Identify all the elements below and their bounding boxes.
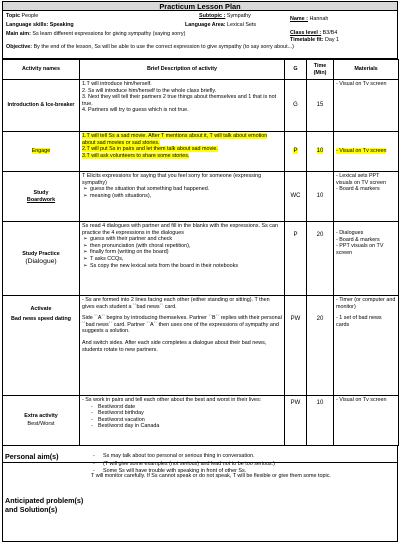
- materials-cell: [334, 80, 399, 132]
- list-item: ➢ then pronunciation (with choral repetition),: [83, 242, 191, 249]
- activity-description: [80, 296, 285, 396]
- name-label: Name :: [290, 16, 308, 22]
- material-item: - PPT visuals on TV screen: [336, 243, 384, 256]
- description-line: - Ss are formed into 2 lines facing each other (either standing or sitting). T then gives each student a ``bad news`` card.: [82, 297, 270, 310]
- language-skills-value: Speaking: [49, 22, 74, 28]
- table-row: [3, 222, 399, 296]
- engage-label: Engage: [31, 148, 51, 155]
- list-item: ➢ guess with their partner and check: [83, 236, 173, 243]
- material-item: - Board & markers: [336, 186, 380, 193]
- name-value: Hannah: [309, 16, 329, 22]
- description-line: Side ``A`` begins by introducing themselves. Partner ``B`` replies with their personal ``bad news`` card. Partner ``A`` then uses one of the expressions of sympathy and suggests a solution.: [82, 315, 282, 335]
- main-aim-value: Ss learn different expressions for giving sympathy (saying sorry): [32, 31, 186, 37]
- time-cell: 10: [307, 172, 334, 222]
- class-level-label: Class level :: [290, 30, 322, 36]
- description-line: 1.T will tell Ss a sad movie. After T mentions about it, T will talk about emotion about sad movies or sad stories.: [82, 133, 268, 146]
- materials-cell: [334, 132, 399, 172]
- table-row: [3, 132, 399, 172]
- activity-name: Study Boardwork: [3, 172, 80, 222]
- list-item: ➢ meaning (with situations),: [83, 192, 152, 199]
- description-line: 2. Ss will introduce him/herself to the whole class briefly.: [82, 87, 217, 94]
- lesson-plan-page: [2, 1, 398, 531]
- topic-line: [6, 13, 38, 20]
- name-line: [290, 16, 328, 23]
- grouping-cell: P: [285, 132, 307, 172]
- header-grouping: G: [285, 60, 307, 80]
- class-level-line: [290, 30, 337, 37]
- header-time: Time (Min): [307, 60, 334, 80]
- grouping-cell: G: [285, 80, 307, 132]
- header-materials: Materials: [334, 60, 399, 80]
- grouping-cell: WC: [285, 172, 307, 222]
- activity-description: [80, 222, 285, 296]
- objective-label: Objective:: [6, 44, 33, 50]
- language-skills-line: [6, 22, 74, 29]
- description-line: 3. Next they will tell their partners 2 true things about themselves and 1 that is not true.: [82, 94, 277, 107]
- material-item: - Board & markers: [336, 236, 380, 243]
- personal-aims-label: Personal aim(s): [5, 452, 59, 461]
- description-line: And switch sides. After each side completes a dialogue about their bad news, students rotate to new partners.: [82, 339, 267, 353]
- timetable-line: [290, 37, 339, 44]
- material-item: - Timer (or computer and monitor): [336, 297, 396, 310]
- material-item: - Lexical sets PPT visuals on TV screen: [336, 173, 386, 186]
- timetable-value: Day 1: [324, 37, 340, 43]
- description-line: 3.T will ask volunteers to share some stories.: [82, 152, 190, 159]
- anticipated-label: Anticipated problem(s) and Solution(s): [5, 496, 84, 514]
- activity-description: [80, 396, 285, 446]
- description-line: 4. Partners will try to guess which is not true.: [82, 107, 189, 114]
- objective-value: By the end of the lesson, Ss will be able to use the correct expression to give sympathy (to say sorry about...): [33, 44, 294, 50]
- list-item: - Best/worst date: [91, 403, 136, 410]
- material-item: - Visual on Tv screen: [336, 81, 387, 87]
- materials-cell: [334, 296, 399, 396]
- list-item: - Best/worst vacation: [91, 416, 145, 423]
- list-item: ➢ Ss copy the new lexical sets from the board in their notebooks: [83, 262, 239, 269]
- header-description: Brief Description of activity: [80, 60, 285, 80]
- objective-line: [6, 44, 396, 51]
- materials-cell: [334, 396, 399, 446]
- description-line: T Elicits expressions for saying that you feel sorry for someone (expressing sympathy): [82, 173, 262, 186]
- description-line: 2.T will put Ss in pairs and let them talk about sad movie.: [82, 146, 218, 153]
- main-aim-line: [6, 31, 185, 38]
- grouping-cell: P: [285, 222, 307, 296]
- activity-name: Introduction & Ice-breaker: [3, 80, 80, 132]
- table-row: [3, 396, 399, 446]
- materials-cell: [334, 222, 399, 296]
- list-item: - Best/worst day in Canada: [91, 423, 160, 430]
- topic-label: Topic: [6, 13, 20, 19]
- subtopic-line: [199, 13, 251, 20]
- language-area-value: Lexical Sets: [227, 22, 257, 28]
- list-item: - (T will give some examples (not serious) and lead not to be too serious.): [93, 460, 275, 467]
- table-row: [3, 296, 399, 396]
- language-skills-label: Language skills:: [6, 22, 49, 28]
- topic-value: People: [21, 13, 39, 19]
- subtopic-label: Subtopic :: [199, 13, 226, 19]
- aims-section: [2, 446, 398, 542]
- activity-name: [3, 132, 80, 172]
- material-item: - Visual on Tv screen: [336, 148, 387, 155]
- header-activity: Activity names: [3, 60, 80, 80]
- grouping-cell: PW: [285, 296, 307, 396]
- activity-description: [80, 80, 285, 132]
- language-area-line: [185, 22, 256, 29]
- time-cell: 10: [307, 396, 334, 446]
- activity-table: [2, 59, 399, 446]
- activity-name: Study Practice (Dialogue): [3, 222, 80, 296]
- time-cell: 15: [307, 80, 334, 132]
- language-area-label: Language Area:: [185, 22, 226, 28]
- activity-name: Activate Bad news speed dating: [3, 296, 80, 396]
- activity-name: Extra activity Best/Worst: [3, 396, 80, 446]
- list-item: ➢ T asks CCQs,: [83, 255, 124, 262]
- document-title: Practicum Lesson Plan: [2, 1, 398, 11]
- description-line: 1.T will introduce him/herself.: [82, 81, 152, 87]
- description-line: - Ss work in pairs and tell each other about the best and worst in their lives:: [82, 397, 262, 403]
- list-item: - Some Ss will have trouble with speaking in front of other Ss.: [93, 468, 247, 475]
- materials-cell: [334, 172, 399, 222]
- list-item: - Ss may talk about too personal or serious thing in conversation.: [93, 453, 255, 459]
- table-header-row: [3, 60, 399, 80]
- list-item: ➢ guess the situation that something bad happened.: [83, 186, 210, 193]
- material-item: - 1 set of bad news cards: [336, 315, 382, 328]
- list-item: - Best/worst birthday: [91, 410, 144, 417]
- time-cell: 10: [307, 132, 334, 172]
- table-row: [3, 80, 399, 132]
- grouping-cell: PW: [285, 396, 307, 446]
- time-cell: 20: [307, 222, 334, 296]
- class-level-value: B3/B4: [322, 30, 338, 36]
- table-row: [3, 172, 399, 222]
- description-line: Ss read 4 dialogues with partner and fill in the blanks with the expressions. Ss can practice the 4 expressions in the dialogues: [82, 223, 278, 236]
- list-item: ➢ finally form (writing on the board): [83, 249, 169, 256]
- activity-description: [80, 172, 285, 222]
- header-section: [2, 11, 398, 59]
- time-cell: 20: [307, 296, 334, 396]
- timetable-label: Timetable fit:: [290, 37, 324, 43]
- subtopic-value: Sympathy: [226, 13, 251, 19]
- material-item: - Visual on Tv screen: [336, 397, 387, 403]
- material-item: - Dialogues: [336, 230, 364, 236]
- activity-description: [80, 132, 285, 172]
- solution-text: T will monitor carefully. If Ss cannot speak or do not speak, T will be flexible or give them some topic.: [91, 473, 331, 479]
- main-aim-label: Main aim:: [6, 31, 31, 37]
